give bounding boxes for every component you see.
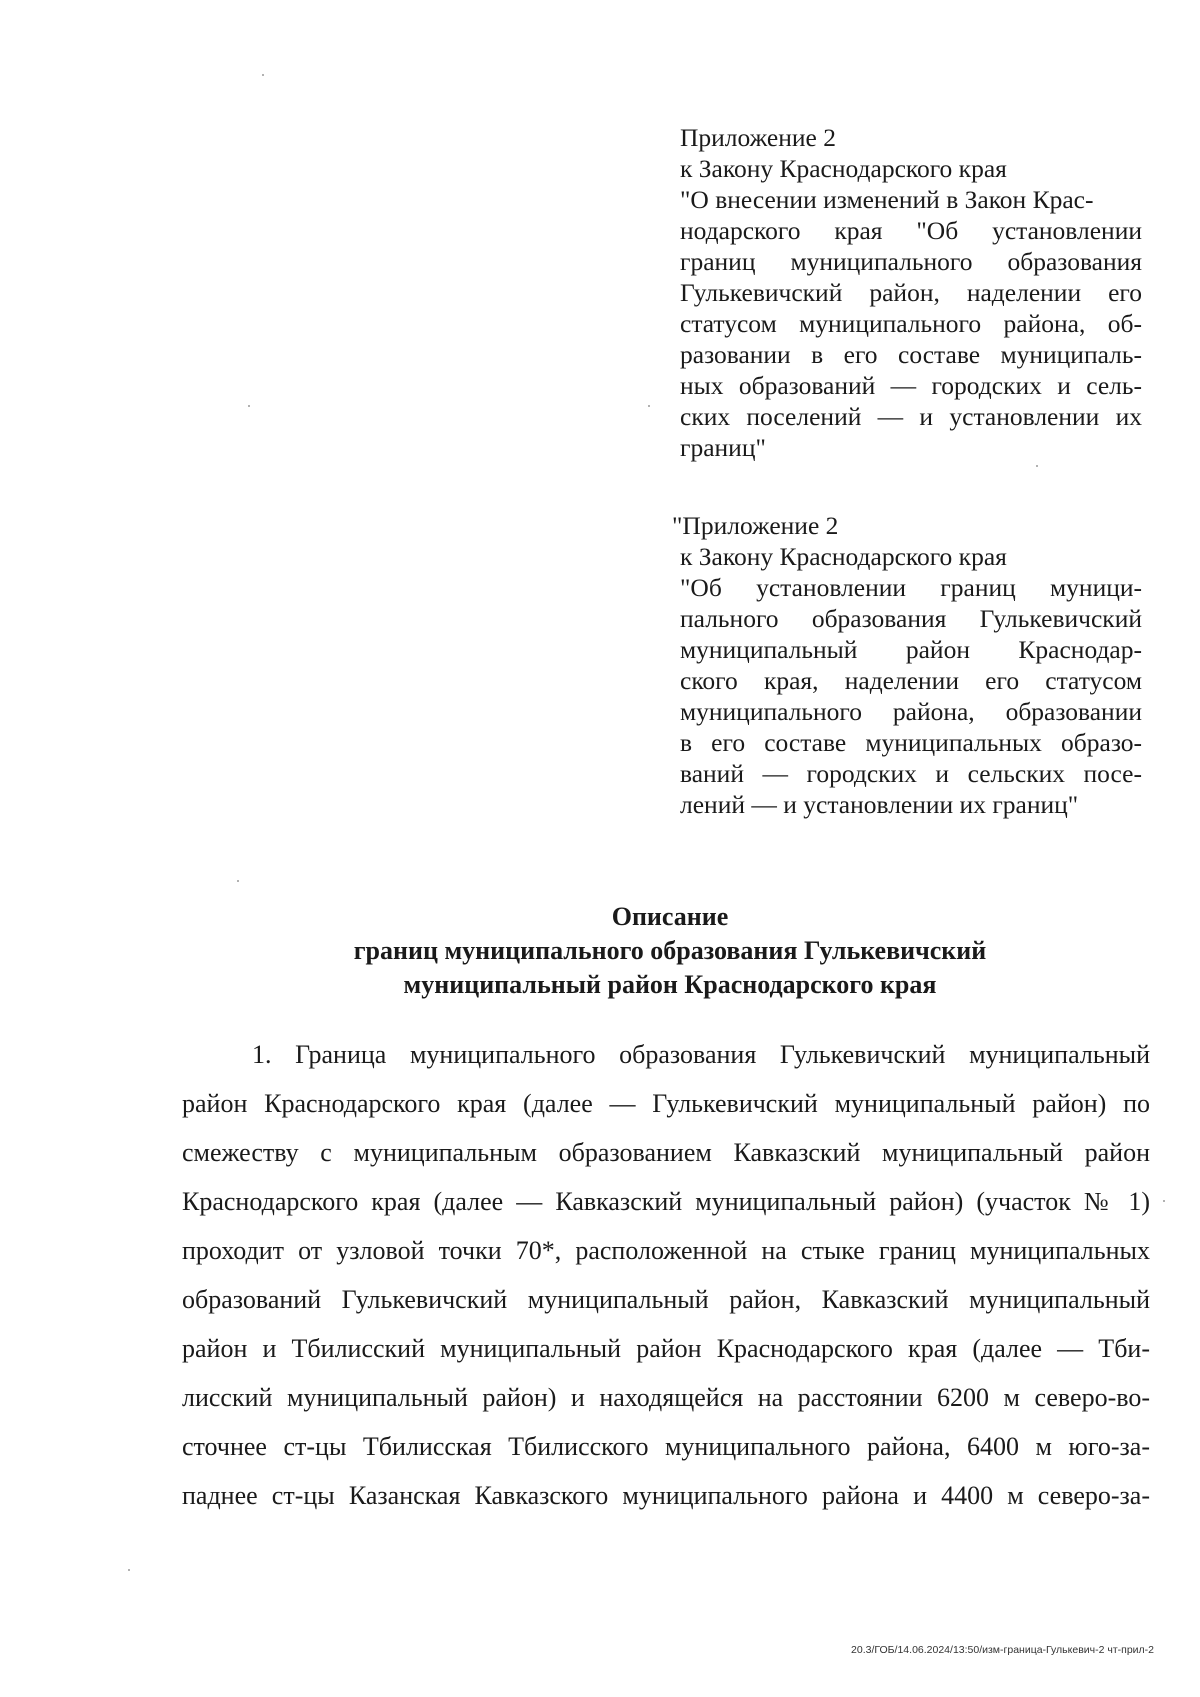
appendix-line: "О внесении изменений в Закон Крас- [680, 185, 1094, 214]
appendix-line: ных образований — городских и сель- [680, 371, 1142, 400]
appendix-line: "Приложение 2 [672, 511, 839, 540]
scan-speck [1036, 465, 1038, 467]
boundary-description-paragraph [182, 1030, 1150, 1520]
appendix-line: пального образования Гулькевичский [680, 604, 1142, 633]
document-title [180, 900, 1160, 1002]
appendix-line: к Закону Краснодарского края [680, 542, 1007, 571]
appendix-line: лений — и установлении их границ" [680, 790, 1079, 819]
appendix-line: в его составе муниципальных образо- [680, 728, 1142, 757]
appendix-header-original-law [672, 510, 1142, 820]
appendix-line: Гулькевичский район, наделении его [680, 278, 1142, 307]
body-line: сточнее ст-цы Тбилисская Тбилисского муниципального района, 6400 м юго-за- [182, 1432, 1150, 1461]
scan-speck [237, 880, 239, 882]
appendix-line: границ" [680, 433, 766, 462]
body-line: Краснодарского края (далее — Кавказский муниципальный район) (участок № 1) [182, 1187, 1150, 1216]
appendix-line: Приложение 2 [680, 123, 836, 152]
body-line: лисский муниципальный район) и находящейся на расстоянии 6200 м северо-во- [182, 1383, 1150, 1412]
body-line: 1. Граница муниципального образования Гулькевичский муниципальный [252, 1040, 1150, 1069]
appendix-line: нодарского края "Об установлении [680, 216, 1142, 245]
body-line: смежеству с муниципальным образованием Кавказский муниципальный район [182, 1138, 1150, 1167]
scan-speck [262, 74, 264, 76]
scan-speck [128, 1569, 130, 1571]
body-line: образований Гулькевичский муниципальный район, Кавказский муниципальный [182, 1285, 1150, 1314]
appendix-line: ваний — городских и сельских посе- [680, 759, 1142, 788]
scan-speck [648, 405, 650, 407]
body-line: проходит от узловой точки 70*, расположенной на стыке границ муниципальных [182, 1236, 1150, 1265]
appendix-line: разовании в его составе муниципаль- [680, 340, 1142, 369]
title-line: Описание [611, 902, 729, 931]
appendix-line: ских поселений — и установлении их [680, 402, 1142, 431]
body-line: район и Тбилисский муниципальный район Краснодарского края (далее — Тби- [182, 1334, 1150, 1363]
body-line: район Краснодарского края (далее — Гулькевичский муниципальный район) по [182, 1089, 1150, 1118]
appendix-header-amending-law [680, 122, 1142, 463]
appendix-line: границ муниципального образования [680, 247, 1142, 276]
appendix-line: муниципального района, образовании [680, 697, 1142, 726]
title-line: границ муниципального образования Гулькевичский [353, 936, 987, 965]
appendix-line: "Об установлении границ муници- [680, 573, 1142, 602]
appendix-line: статусом муниципального района, об- [680, 309, 1142, 338]
scan-speck [1163, 1200, 1165, 1202]
body-line: паднее ст-цы Казанская Кавказского муниципального района и 4400 м северо-за- [182, 1481, 1150, 1510]
title-line: муниципальный район Краснодарского края [403, 970, 937, 999]
appendix-line: к Закону Краснодарского края [680, 154, 1007, 183]
scan-speck [248, 405, 250, 407]
appendix-line: муниципальный район Краснодар- [680, 635, 1142, 664]
document-footer-code: 20.3/ГОБ/14.06.2024/13:50/изм-граница-Гулькевич-2 чт-прил-2 [851, 1644, 1154, 1656]
appendix-line: ского края, наделении его статусом [680, 666, 1142, 695]
